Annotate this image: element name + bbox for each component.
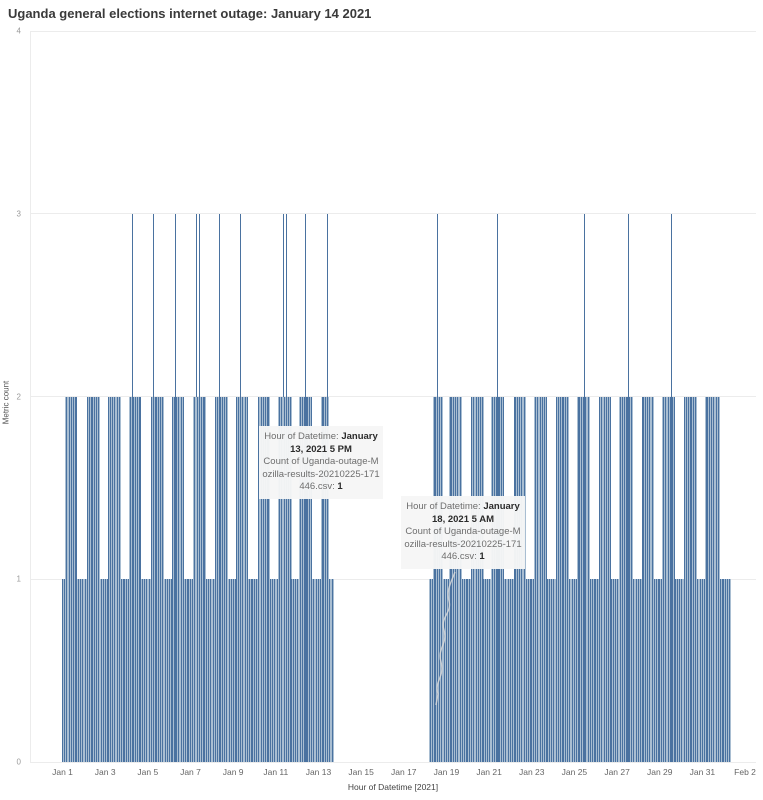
gridline [30, 213, 756, 214]
x-tick-label: Jan 13 [305, 767, 332, 777]
tooltip-value: January 13, 2021 5 PM [290, 431, 378, 455]
x-axis-ticks [30, 767, 756, 779]
x-axis-title: Hour of Datetime [2021] [347, 782, 439, 792]
x-tick-label: Feb 2 [734, 767, 756, 777]
x-tick-label: Jan 15 [348, 767, 374, 777]
tooltip-label: Count of Uganda-outage-Mozilla-results-20210225-171446.csv: [404, 526, 522, 563]
y-tick-label: 4 [16, 26, 21, 36]
hour-bar[interactable] [730, 579, 731, 762]
x-tick-label: Jan 3 [94, 767, 116, 777]
x-tick-label: Jan 23 [518, 767, 545, 777]
x-tick-label: Jan 17 [391, 767, 417, 777]
tooltip-label: Hour of Datetime: [264, 431, 342, 442]
y-tick-label: 0 [16, 757, 21, 767]
tooltip-jan13 [259, 426, 383, 499]
x-tick-label: Jan 7 [180, 767, 201, 777]
hour-bar[interactable] [333, 579, 334, 762]
plot-area [30, 31, 756, 762]
x-tick-label: Jan 5 [137, 767, 159, 777]
tooltip-value: 1 [337, 481, 343, 493]
tooltip-jan18 [401, 496, 525, 569]
x-tick-label: Jan 27 [604, 767, 630, 777]
page-title: Uganda general elections internet outage: January 14 2021 [8, 6, 372, 21]
x-tick-label: Jan 1 [52, 767, 73, 777]
y-tick-label: 2 [16, 392, 21, 401]
x-tick-label: Jan 21 [476, 767, 502, 777]
gridline [30, 31, 756, 32]
y-axis-title: Metric count [1, 380, 11, 425]
x-tick-label: Jan 9 [222, 767, 244, 777]
y-tick-label: 1 [16, 574, 21, 584]
tooltip-label: Count of Uganda-outage-Mozilla-results-20210225-171446.csv: [262, 456, 380, 493]
tooltip-label: Hour of Datetime: [406, 501, 484, 512]
x-tick-label: Jan 25 [561, 767, 588, 777]
x-tick-label: Jan 29 [646, 767, 673, 777]
x-tick-label: Jan 31 [689, 767, 716, 777]
x-tick-label: Jan 19 [433, 767, 460, 777]
x-tick-label: Jan 11 [263, 767, 289, 777]
tooltip-value: 1 [479, 551, 485, 563]
y-tick-label: 3 [16, 209, 21, 219]
tooltip-value: January 18, 2021 5 AM [432, 501, 520, 525]
